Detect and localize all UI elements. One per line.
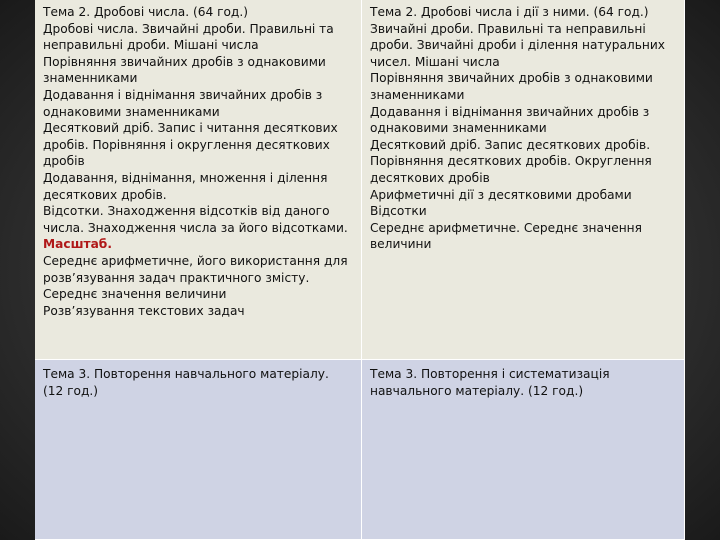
- left-top-line: однаковими знаменниками: [43, 104, 220, 119]
- left-top-line: Відсотки. Знаходження відсотків від даного: [43, 204, 330, 219]
- right-top-title: Тема 2. Дробові числа і дії з ними. (64 год.): [370, 5, 649, 19]
- right-bottom-cell: [362, 360, 685, 540]
- right-top-line: Додавання і віднімання звичайних дробів з: [370, 104, 650, 119]
- left-bottom-cell: [35, 360, 362, 540]
- left-top-line: дробів. Порівняння і округлення десяткових: [43, 137, 330, 152]
- right-top-line: Арифметичні дії з десятковими дробами: [370, 187, 632, 202]
- right-top-line: величини: [370, 237, 432, 252]
- right-bottom-title: навчального матеріалу. (12 год.): [370, 383, 584, 398]
- curriculum-comparison-table: [35, 0, 685, 540]
- right-top-line: Середнє арифметичне. Середнє значення: [370, 220, 642, 235]
- left-top-line: десяткових дробів.: [43, 187, 167, 202]
- right-bottom-title: Тема 3. Повторення і систематизація: [370, 367, 610, 381]
- left-top-line: розв’язування задач практичного змісту.: [43, 270, 310, 285]
- highlight-scale: Масштаб.: [43, 237, 112, 252]
- left-top-line: Порівняння звичайних дробів з однаковими: [43, 54, 326, 69]
- left-top-line: Дробові числа. Звичайні дроби. Правильні та: [43, 21, 334, 36]
- right-top-line: Звичайні дроби. Правильні та неправильні: [370, 21, 646, 36]
- left-top-line: знаменниками: [43, 71, 138, 86]
- left-top-line: Десятковий дріб. Запис і читання десяткових: [43, 121, 338, 136]
- left-top-line: неправильні дроби. Мішані числа: [43, 38, 259, 53]
- left-bottom-title: Тема 3. Повторення навчального матеріалу.: [43, 367, 329, 381]
- right-top-line: знаменниками: [370, 87, 465, 102]
- right-top-line: десяткових дробів: [370, 170, 490, 185]
- left-top-line: Середнє арифметичне, його використання для: [43, 253, 348, 268]
- left-bottom-title: (12 год.): [43, 383, 99, 398]
- right-top-line: Порівняння десяткових дробів. Округлення: [370, 154, 652, 169]
- left-top-line: Додавання, віднімання, множення і ділення: [43, 170, 328, 185]
- left-top-title: Тема 2. Дробові числа. (64 год.): [43, 5, 248, 19]
- left-top-line: Середнє значення величини: [43, 287, 227, 302]
- right-top-line: однаковими знаменниками: [370, 121, 547, 136]
- right-top-line: дроби. Звичайні дроби і ділення натуральних: [370, 38, 665, 53]
- left-top-line: Додавання і віднімання звичайних дробів з: [43, 87, 323, 102]
- right-top-cell: [362, 0, 685, 360]
- left-top-line: числа. Знаходження числа за його відсотками.: [43, 220, 348, 235]
- right-top-line: Порівняння звичайних дробів з однаковими: [370, 71, 653, 86]
- right-top-line: Десятковий дріб. Запис десяткових дробів.: [370, 137, 651, 152]
- left-top-line: дробів: [43, 154, 85, 169]
- left-top-line: Розв’язування текстових задач: [43, 303, 245, 318]
- left-top-cell: [35, 0, 362, 360]
- right-top-line: чисел. Мішані числа: [370, 54, 500, 69]
- right-top-line: Відсотки: [370, 204, 427, 219]
